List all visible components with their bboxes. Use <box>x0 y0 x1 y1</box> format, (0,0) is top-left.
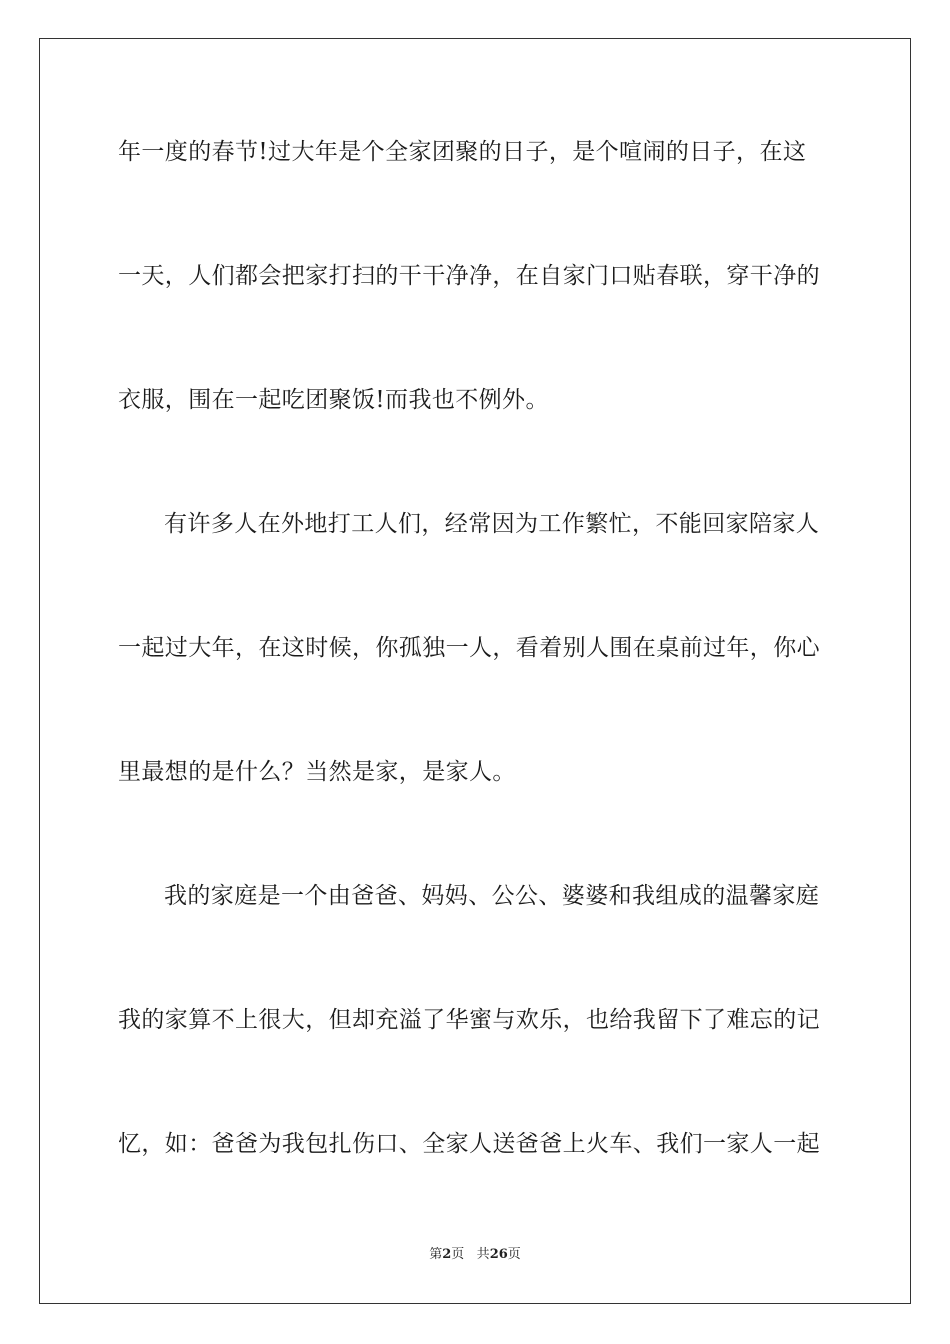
footer-current-page: 2 <box>442 1247 452 1262</box>
text-line: 年一度的春节!过大年是个全家团聚的日子，是个喧闹的日子，在这 <box>118 139 807 165</box>
footer-total-prefix: 共 <box>476 1247 490 1262</box>
text-line: 里最想的是什么？当然是家，是家人。 <box>118 759 516 785</box>
text-line: 忆，如：爸爸为我包扎伤口、全家人送爸爸上火车、我们一家人一起 <box>118 1131 820 1157</box>
paragraph-first-line: 我的家庭是一个由爸爸、妈妈、公公、婆婆和我组成的温馨家庭 <box>164 883 820 909</box>
footer-total-pages: 26 <box>489 1247 508 1262</box>
text-line: 一起过大年，在这时候，你孤独一人，看着别人围在桌前过年，你心 <box>118 635 820 661</box>
footer-page-prefix: 第 <box>429 1247 443 1262</box>
page-footer <box>0 1246 950 1264</box>
paragraph-first-line: 有许多人在外地打工人们，经常因为工作繁忙，不能回家陪家人 <box>164 511 820 537</box>
footer-total-suffix: 页 <box>507 1247 521 1262</box>
page-border <box>39 38 911 1304</box>
text-line: 一天，人们都会把家打扫的干干净净，在自家门口贴春联，穿干净的 <box>118 263 820 289</box>
text-line: 衣服，围在一起吃团聚饭!而我也不例外。 <box>118 387 549 413</box>
footer-page-suffix: 页 <box>451 1247 465 1262</box>
text-line: 我的家算不上很大，但却充溢了华蜜与欢乐，也给我留下了难忘的记 <box>118 1007 820 1033</box>
